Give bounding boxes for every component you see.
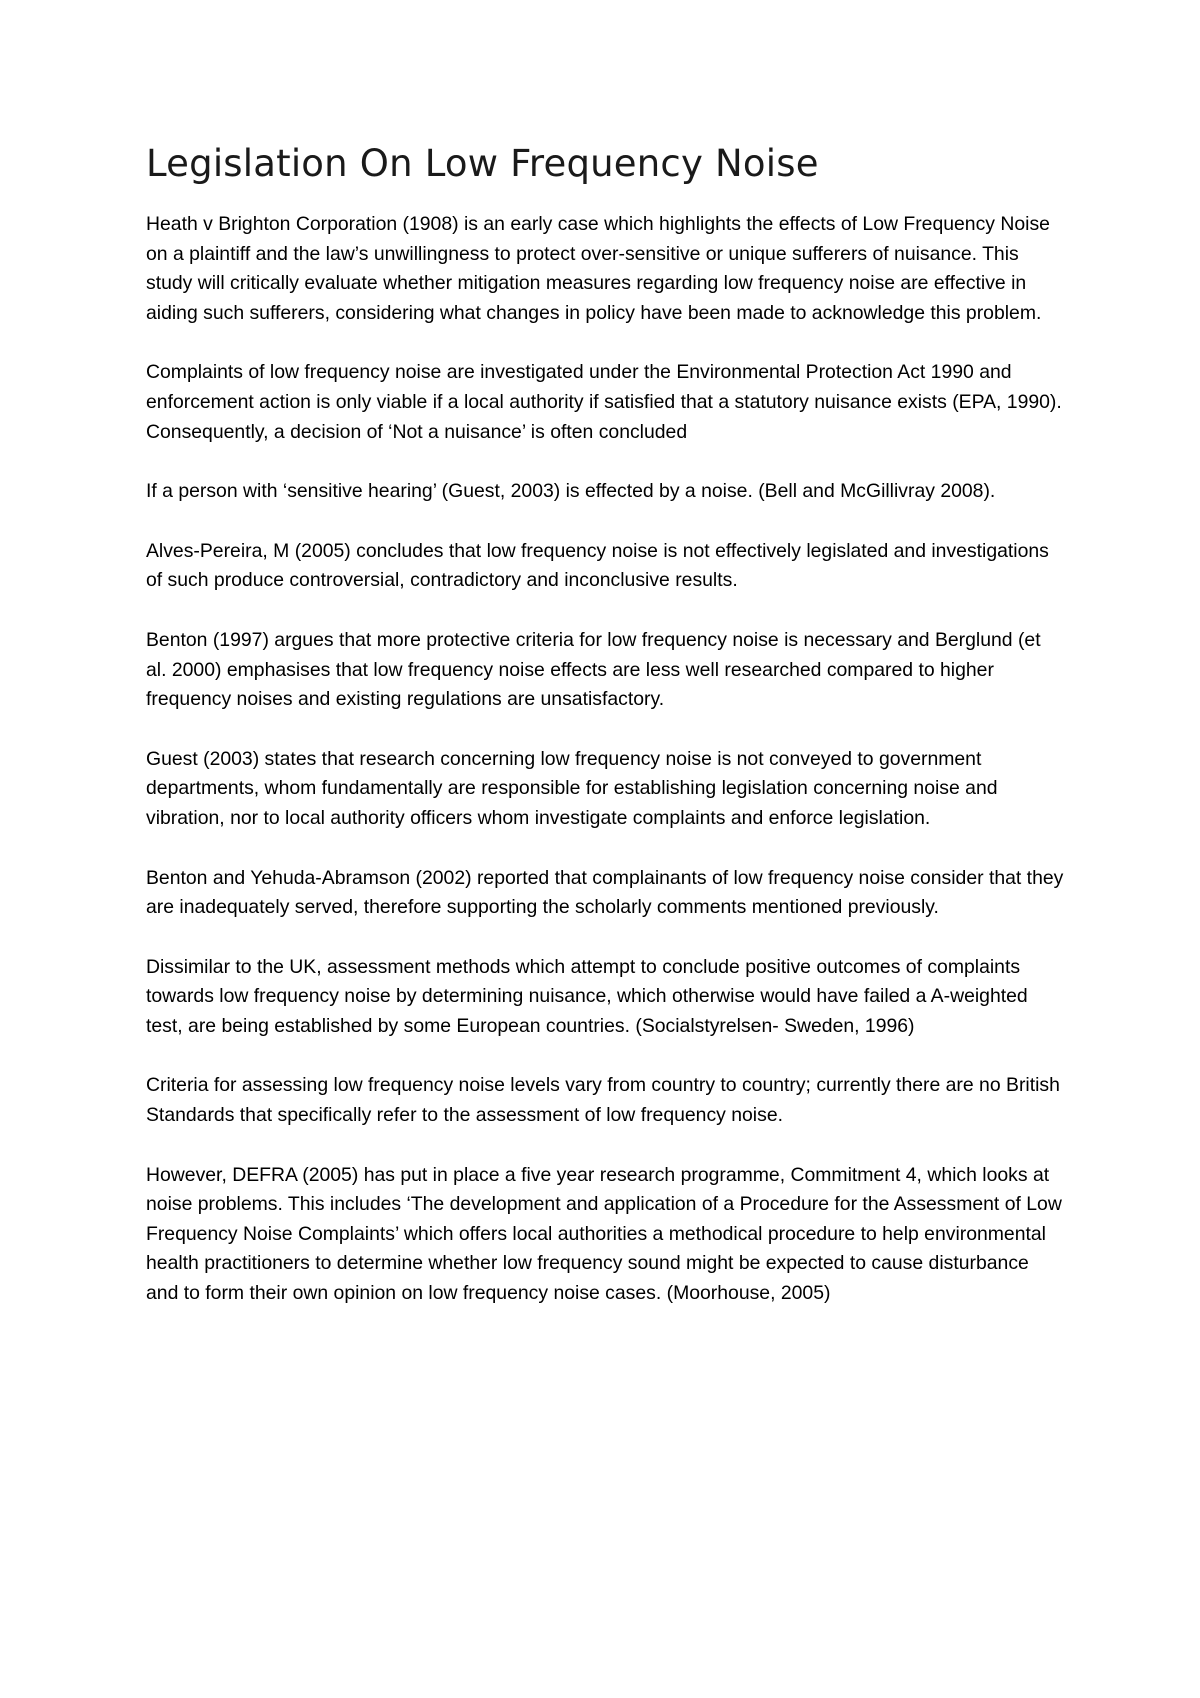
paragraph: Alves-Pereira, M (2005) concludes that low frequency noise is not effectively legislated and investigations of such produce controversial, contradictory and inconclusive results. <box>146 539 1049 592</box>
paragraph: Criteria for assessing low frequency noise levels vary from country to country; currently there are no British Standards that specifically refer to the assessment of low frequency noise. <box>146 1074 1060 1127</box>
paragraph: If a person with ‘sensitive hearing’ (Guest, 2003) is effected by a noise. (Bell and McGillivray 2008). <box>146 480 996 503</box>
paragraph: Heath v Brighton Corporation (1908) is an early case which highlights the effects of Low Frequency Noise on a plaintiff and the law’s unwillingness to protect over-sensitive or unique sufferers of nuisance. This study will critically evaluate whether mitigation measures regarding low frequency noise are effective in aiding such sufferers, considering what changes in policy have been made to acknowledge this problem. <box>146 213 1050 324</box>
paragraph: Guest (2003) states that research concerning low frequency noise is not conveyed to government departments, whom fundamentally are responsible for establishing legislation concerning noise and vibration, nor to local authority officers whom investigate complaints and enforce legislation. <box>146 747 998 829</box>
paragraph: However, DEFRA (2005) has put in place a five year research programme, Commitment 4, which looks at noise problems. This includes ‘The development and application of a Procedure for the Assessment of Low Frequency Noise Complaints’ which offers local authorities a methodical procedure to help environmental health practitioners to determine whether low frequency sound might be expected to cause disturbance and to form their own opinion on low frequency noise cases. (Moorhouse, 2005) <box>146 1163 1062 1305</box>
paragraph: Dissimilar to the UK, assessment methods which attempt to conclude positive outcomes of complaints towards low frequency noise by determining nuisance, which otherwise would have failed a A-weighted test, are being established by some European countries. (Socialstyrelsen- Sweden, 1996) <box>146 955 1028 1037</box>
paragraph: Complaints of low frequency noise are investigated under the Environmental Protection Act 1990 and enforcement action is only viable if a local authority if satisfied that a statutory nuisance exists (EPA, 1990). Consequently, a decision of ‘Not a nuisance’ is often concluded <box>146 361 1062 443</box>
document-body <box>146 140 1066 1339</box>
document-title: Legislation On Low Frequency Noise <box>146 142 819 185</box>
paragraph: Benton (1997) argues that more protective criteria for low frequency noise is necessary and Berglund (et al. 2000) emphasises that low frequency noise effects are less well researched compared to higher frequency noises and existing regulations are unsatisfactory. <box>146 628 1041 711</box>
paragraph: Benton and Yehuda-Abramson (2002) reported that complainants of low frequency noise consider that they are inadequately served, therefore supporting the scholarly comments mentioned previously. <box>146 866 1064 919</box>
